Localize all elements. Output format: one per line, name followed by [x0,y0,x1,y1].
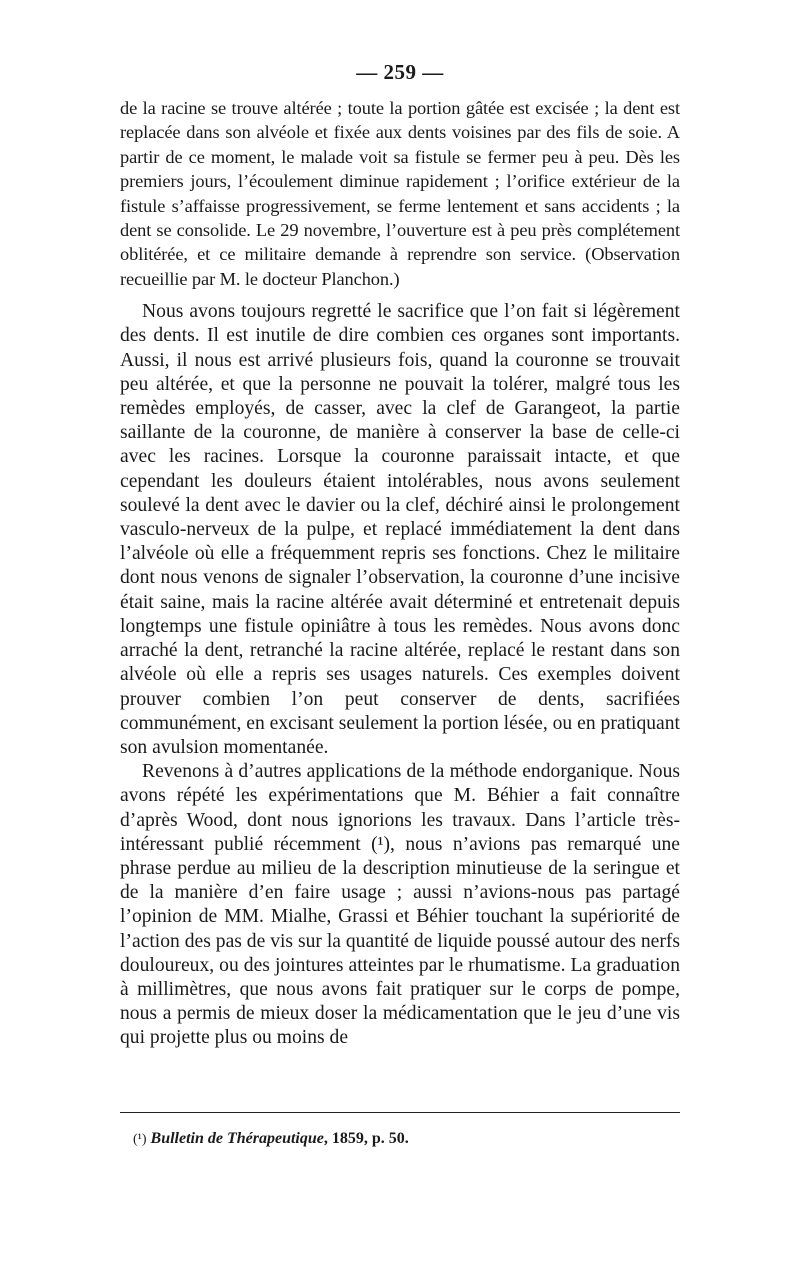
footnote-marker: (¹) [133,1132,147,1147]
page-content [120,58,680,1051]
footnote [133,1128,409,1151]
paragraph-dent-conservation: Nous avons toujours regretté le sacrifice que l’on fait si légèrement des dents. Il est inutile de dire combien ces organes sont importants. Aussi, il nous est arrivé plusieurs fois, quand la couronne se trouvait peu altérée, et que la personne ne pouvait la tolérer, malgré tous les remèdes employés, de casser, avec la clef de Garangeot, la partie saillante de la couronne, de manière à conserver la base de celle-ci avec les racines. Lorsque la couronne paraissait intacte, et que cependant les douleurs étaient intolérables, nous avons seulement soulevé la dent avec le davier ou la clef, déchiré ainsi le prolongement vasculo-nerveux de la pulpe, et replacé immédiatement la dent dans l’alvéole où elle a fréquemment repris ses fonctions. Chez le militaire dont nous venons de signaler l’observation, la couronne d’une incisive était saine, mais la racine altérée avait déterminé et entretenait depuis longtemps une fistule opiniâtre à tous les remèdes. Nous avons donc arraché la dent, retranché la racine altérée, replacé le restant dans son alvéole où elle a repris ses usages naturels. Ces exemples doivent prouver combien l’on peut conserver de dents, sacrifiées communément, en excisant seulement la portion lésée, ou en pratiquant son avulsion momentanée. [120,301,680,758]
paragraph-methode-endorganique: Revenons à d’autres applications de la méthode endorganique. Nous avons répété les expérimentations que M. Béhier a fait connaître d’après Wood, dont nous ignorions les travaux. Dans l’article très-intéressant publié récemment (¹), nous n’avions pas remarqué une phrase perdue au milieu de la description minutieuse de la seringue et de la manière d’en faire usage ; aussi n’avions-nous pas partagé l’opinion de MM. Mialhe, Grassi et Béhier touchant la supériorité de l’action des pas de vis sur la quantité de liquide poussé autour des nerfs douloureux, ou des jointures atteintes par le rhumatisme. La graduation à millimètres, que nous avons fait pratiquer sur le corps de pompe, nous a permis de mieux doser la médicamentation que le jeu d’une vis qui projette plus ou moins de [120,761,680,1049]
footnote-source-title: Bulletin de Thérapeutique [150,1130,324,1147]
paragraph-observation-end: de la racine se trouve altérée ; toute la portion gâtée est excisée ; la dent est replacée dans son alvéole et fixée aux dents voisines par des fils de soie. A partir de ce moment, le malade voit sa fistule se fermer peu à peu. Dès les premiers jours, l’écoulement diminue rapidement ; l’orifice extérieur de la fistule s’affaisse progressivement, se ferme lentement et sans accidents ; la dent se consolide. Le 29 novembre, l’ouverture est à peu près complétement oblitérée, et ce militaire demande à reprendre son service. (Observation recueillie par M. le docteur Planchon.) [120,98,680,289]
footnote-source-details: , 1859, p. 50. [323,1130,409,1147]
footnote-divider [120,1112,680,1113]
page-number: — 259 — [356,60,444,84]
